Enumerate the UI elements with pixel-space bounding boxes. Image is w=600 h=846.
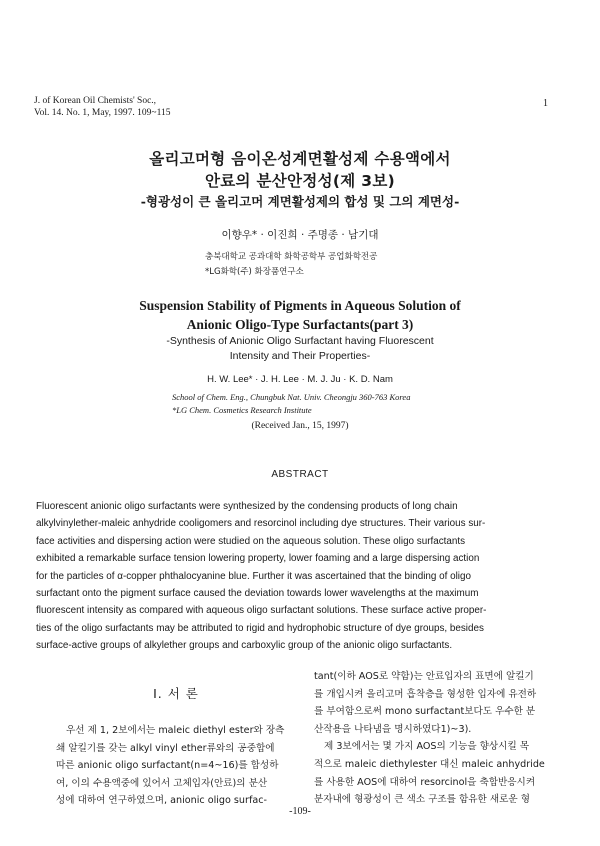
english-title	[0, 296, 600, 334]
korean-title-line2: 안료의 분산안정성(제 3보)	[205, 172, 395, 190]
body-line: 따른 anionic oligo surfactant(n=4~16)를 합성하	[56, 760, 279, 772]
body-line: tant(이하 AOS로 약함)는 안료입자의 표면에 알킬기	[314, 671, 534, 682]
english-title-line1: Suspension Stability of Pigments in Aqueous Solution of	[139, 298, 461, 313]
english-subtitle-line2: Intensity and Their Properties-	[229, 350, 371, 362]
body-line: 를 개입시켜 올리고머 흡착층을 형성한 입자에 유전하	[314, 688, 537, 700]
body-line: 분자내에 형광성이 큰 색소 구조를 함유한 새로운 형	[314, 794, 530, 806]
abstract-line: fluorescent intensity as compared with aqueous oligo surfactant solutions. These surface active proper-	[36, 605, 487, 617]
abstract-line: alkylvinylether-maleic anhydride cooligomers and resorcinol including dye structures. Their various sur-	[36, 518, 486, 530]
page-number: 1	[543, 98, 548, 109]
english-subtitle	[0, 334, 600, 364]
body-line: 쇄 알킬기를 갖는 alkyl vinyl ether류와의 공중합에	[56, 742, 275, 754]
english-title-line2: Anionic Oligo-Type Surfactants(part 3)	[186, 317, 414, 332]
body-line: 성에 대하여 연구하였으며, anionic oligo surfac-	[56, 795, 267, 807]
korean-title-line1: 올리고머형 음이온성계면활성제 수용액에서	[149, 150, 451, 168]
body-line: 산작용을 나타냄을 명시하였다1)~3).	[314, 723, 472, 735]
body-line: 를 사용한 AOS에 대하여 resorcinol을 축합반응시켜	[314, 776, 536, 788]
korean-subtitle: -형광성이 큰 올리고머 계면활성제의 합성 및 그의 계면성-	[140, 194, 460, 209]
english-subtitle-line1: -Synthesis of Anionic Oligo Surfactant having Fluorescent	[166, 335, 434, 347]
english-affiliations	[172, 391, 410, 417]
abstract-line: exhibited a remarkable surface tension lowering property, lower foaming and a large dispersing action	[36, 553, 480, 565]
abstract-line: for the particles of α-copper phthalocyanine blue. Further it was ascertained that the binding of oligo	[36, 570, 471, 582]
abstract-line: Fluorescent anionic oligo surfactants were synthesized by the condensing products of long chain	[36, 501, 458, 512]
footer-page-number: -109-	[289, 806, 311, 817]
body-line: 제 3보에서는 몇 가지 AOS의 기능을 향상시킬 목	[324, 741, 530, 753]
journal-volume: Vol. 14. No. 1, May, 1997. 109~115	[34, 108, 171, 118]
abstract-line: surfactant onto the pigment surface caused the deviation towards lower wavelengths at the maximum	[36, 588, 479, 600]
journal-name: J. of Korean Oil Chemists' Soc.,	[34, 96, 157, 106]
abstract-body	[36, 498, 566, 655]
abstract-line: face activities and dispersing action were studied on the aqueous solution. These oligo surfactants	[36, 535, 466, 547]
korean-affiliation-1: 충북대학교 공과대학 화학공학부 공업화학전공	[205, 252, 378, 262]
journal-citation	[34, 95, 170, 119]
section-heading-introduction: I. 서 론	[153, 686, 199, 701]
received-date: (Received Jan., 15, 1997)	[251, 421, 349, 431]
english-authors: H. W. Lee* · J. H. Lee · M. J. Ju · K. D. Nam	[207, 374, 393, 385]
abstract-line: surface-active groups of alkylether groups and carboxylic group of the anionic oligo surfactants.	[36, 640, 453, 652]
english-affiliation-2: *LG Chem. Cosmetics Research Institute	[172, 405, 312, 415]
abstract-heading: ABSTRACT	[271, 469, 329, 480]
body-left-column	[56, 722, 296, 810]
body-line: 를 부여함으로써 mono surfactant보다도 우수한 분	[314, 706, 536, 718]
abstract-line: ties of the oligo surfactants may be attributed to rigid and hydrophobic structure of dye groups, besides	[36, 622, 484, 634]
korean-title	[0, 148, 600, 192]
english-affiliation-1: School of Chem. Eng., Chungbuk Nat. Univ. Cheongju 360-763 Korea	[172, 392, 411, 402]
body-right-column	[314, 668, 584, 809]
body-line: 우선 제 1, 2보에서는 maleic diethyl ester와 장측	[66, 725, 285, 736]
body-line: 적으로 maleic diethylester 대신 maleic anhydride	[314, 758, 545, 770]
korean-affiliation-2: *LG화학(주) 화장품연구소	[205, 267, 304, 277]
korean-authors: 이향우* · 이진희 · 주명종 · 남기대	[221, 229, 379, 241]
body-line: 여, 이의 수용액중에 있어서 고체입자(안료)의 분산	[56, 777, 268, 789]
korean-affiliations	[205, 250, 377, 280]
